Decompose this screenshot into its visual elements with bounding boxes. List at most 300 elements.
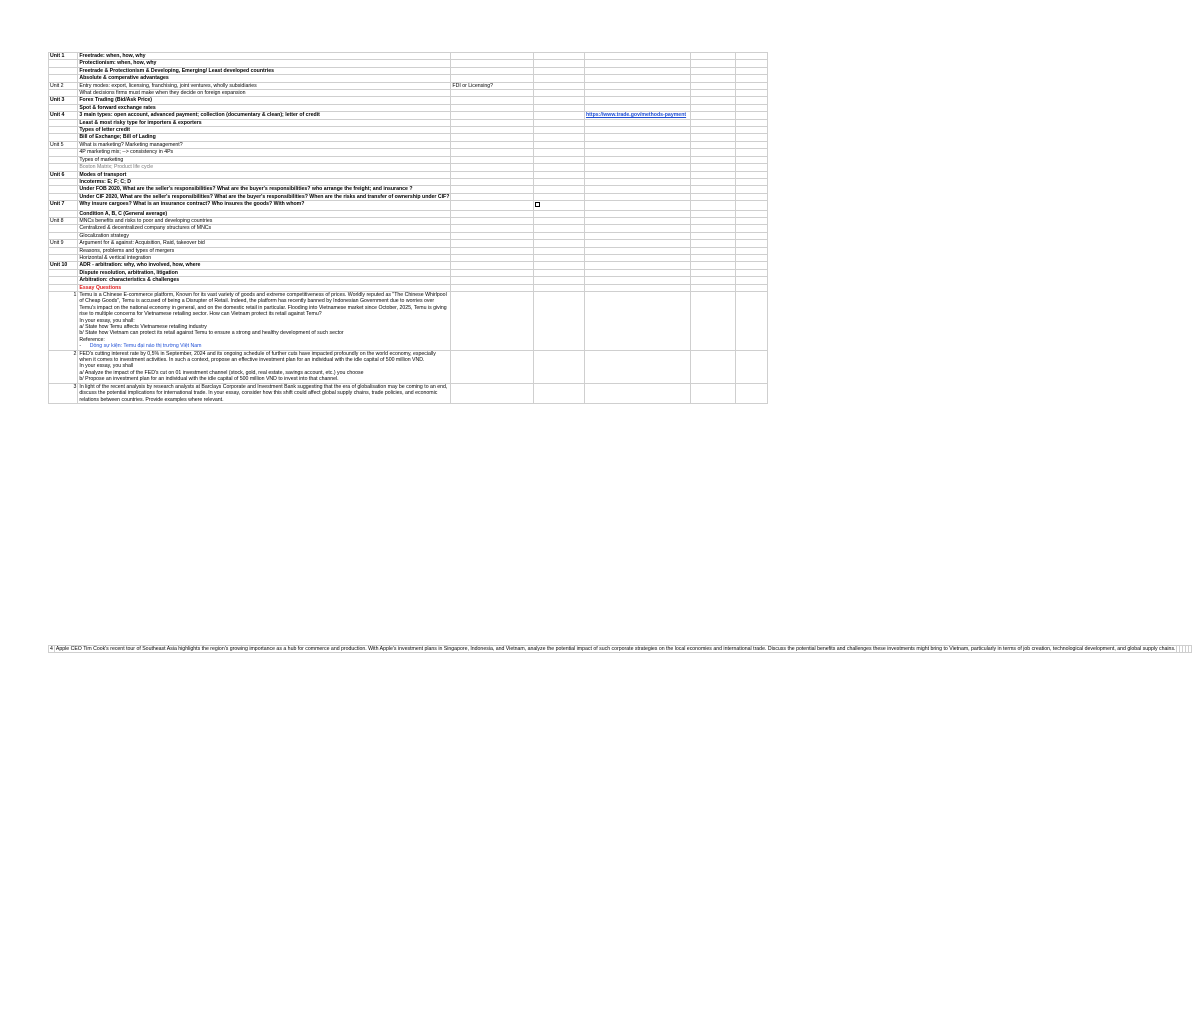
essay-line: FED's cutting interest rate by 0,5% in September, 2024 and its ongoing schedule of further cuts have impacted profoundly on the world economy, especially when it comes to investment activities. In such a context, propose an effective investment plan for an individual with the idle capital of 500 million VND. bbox=[79, 350, 436, 364]
note-cell[interactable] bbox=[451, 186, 534, 193]
checkbox-icon[interactable] bbox=[535, 202, 540, 207]
link-cell[interactable] bbox=[584, 247, 690, 254]
cell[interactable] bbox=[690, 210, 736, 217]
cell[interactable] bbox=[736, 217, 768, 224]
cell[interactable] bbox=[534, 350, 585, 383]
note-cell[interactable] bbox=[451, 82, 534, 89]
link-cell[interactable] bbox=[584, 269, 690, 276]
table-row[interactable] bbox=[49, 201, 768, 210]
cell[interactable] bbox=[690, 104, 736, 111]
cell[interactable] bbox=[534, 149, 585, 156]
reference-link[interactable]: Dòng sự kiện: Temu đại náo thị trường Việt Nam bbox=[89, 343, 202, 350]
cell[interactable] bbox=[690, 60, 736, 67]
cell[interactable] bbox=[736, 127, 768, 134]
note-cell[interactable] bbox=[451, 254, 534, 261]
cell[interactable] bbox=[690, 284, 736, 291]
cell[interactable] bbox=[690, 269, 736, 276]
cell[interactable] bbox=[736, 97, 768, 104]
unit-label: Unit 3 bbox=[49, 97, 78, 104]
link-cell[interactable] bbox=[584, 75, 690, 82]
cell[interactable] bbox=[534, 134, 585, 141]
unit-label bbox=[49, 254, 78, 261]
topic-text: Freetrade: when, how, why bbox=[78, 53, 451, 60]
table-row[interactable] bbox=[49, 210, 768, 217]
cell[interactable] bbox=[534, 104, 585, 111]
cell[interactable] bbox=[690, 254, 736, 261]
cell[interactable] bbox=[690, 97, 736, 104]
cell[interactable] bbox=[534, 292, 585, 351]
link-cell[interactable] bbox=[584, 164, 690, 171]
essay-number: 1 bbox=[49, 292, 78, 351]
cell[interactable] bbox=[736, 141, 768, 148]
unit-label: Unit 6 bbox=[49, 171, 78, 178]
link-cell[interactable] bbox=[584, 210, 690, 217]
link-cell[interactable] bbox=[584, 97, 690, 104]
note-cell[interactable] bbox=[451, 210, 534, 217]
unit-label: Unit 7 bbox=[49, 201, 78, 210]
cell[interactable] bbox=[534, 127, 585, 134]
syllabus-table bbox=[48, 52, 768, 404]
cell[interactable] bbox=[690, 277, 736, 284]
cell[interactable] bbox=[690, 186, 736, 193]
essay-line: b/ Propose an investment plan for an individual with the idle capital of 500 million VND to invest into that channel. bbox=[79, 376, 339, 383]
note-cell[interactable] bbox=[451, 164, 534, 171]
cell[interactable] bbox=[736, 60, 768, 67]
table-row[interactable] bbox=[49, 60, 768, 67]
cell[interactable] bbox=[690, 193, 736, 200]
essay-line: Temu is a Chinese E-commerce platform, Known for its vast variety of goods and extreme competitiveness of prices. Worldly reputed as "The Chinese Whirlpool of Cheap Goods", Temu is accused of being a Disrupter of Retail. Indeed, the platform has recently banned by Indonesian Government due to worries over Temu's impact on the national economy in general, and on the domestic retail in particular. Flooding into Vietnamese market since October, 2025, Temu is giving rise to multiple concerns for Vietnamese retailing sector. How can Vietnam protect its retail against Temu? bbox=[79, 292, 447, 318]
cell[interactable] bbox=[690, 217, 736, 224]
cell[interactable] bbox=[584, 284, 690, 291]
link-cell[interactable] bbox=[584, 225, 690, 232]
cell[interactable] bbox=[736, 383, 768, 403]
cell[interactable] bbox=[534, 53, 585, 60]
cell[interactable] bbox=[736, 262, 768, 269]
unit-label: Unit 10 bbox=[49, 262, 78, 269]
cell[interactable] bbox=[690, 201, 736, 210]
note-cell[interactable] bbox=[451, 104, 534, 111]
link-cell[interactable] bbox=[584, 112, 690, 119]
cell[interactable] bbox=[736, 240, 768, 247]
link-cell[interactable] bbox=[584, 156, 690, 163]
note-cell[interactable] bbox=[451, 141, 534, 148]
unit-label bbox=[49, 104, 78, 111]
cell[interactable] bbox=[534, 164, 585, 171]
link-cell[interactable] bbox=[584, 119, 690, 126]
note-cell[interactable] bbox=[451, 60, 534, 67]
cell[interactable] bbox=[534, 112, 585, 119]
topic-text: Horizontal & vertical integration bbox=[78, 254, 451, 261]
topic-text: Types of letter credit bbox=[78, 127, 451, 134]
unit-label bbox=[49, 186, 78, 193]
topic-text: Arbitration: characteristics & challenges bbox=[78, 277, 451, 284]
topic-text: 4P marketing mix; --> consistency in 4Ps bbox=[78, 149, 451, 156]
cell[interactable] bbox=[690, 383, 736, 403]
topic-text: Protectionism: when, how, why bbox=[78, 60, 451, 67]
table-row[interactable] bbox=[49, 269, 768, 276]
table-row[interactable] bbox=[49, 254, 768, 261]
link-cell[interactable] bbox=[584, 201, 690, 210]
table-row[interactable] bbox=[49, 156, 768, 163]
essay-row[interactable] bbox=[49, 383, 768, 403]
link-cell[interactable] bbox=[584, 254, 690, 261]
essay-line: b/ State how Vietnam can protect its retail against Temu to ensure a strong and healthy development of such sector bbox=[79, 330, 344, 337]
table-row[interactable] bbox=[49, 119, 768, 126]
topic-text: Freetrade & Protectionism & Developing, Emerging/ Least developed countries bbox=[78, 67, 451, 74]
cell[interactable] bbox=[736, 247, 768, 254]
cell[interactable] bbox=[534, 269, 585, 276]
table-row[interactable] bbox=[49, 141, 768, 148]
cell[interactable] bbox=[534, 97, 585, 104]
topic-text: Argument for & against: Acquisition, Raid, takeover bid bbox=[78, 240, 451, 247]
cell[interactable] bbox=[736, 269, 768, 276]
cell[interactable] bbox=[736, 149, 768, 156]
cell[interactable] bbox=[690, 134, 736, 141]
note-cell[interactable] bbox=[451, 201, 534, 210]
cell[interactable] bbox=[534, 90, 585, 97]
essay-number: 2 bbox=[49, 350, 78, 383]
cell[interactable] bbox=[736, 67, 768, 74]
note-cell[interactable] bbox=[451, 232, 534, 239]
note-cell[interactable] bbox=[451, 240, 534, 247]
cell[interactable] bbox=[534, 178, 585, 185]
essay-row[interactable] bbox=[49, 350, 768, 383]
table-row[interactable] bbox=[49, 232, 768, 239]
essay-header-row[interactable] bbox=[49, 284, 768, 291]
topic-text: Modes of transport bbox=[78, 171, 451, 178]
cell[interactable] bbox=[736, 82, 768, 89]
essay-questions-heading: Essay Questions bbox=[78, 284, 451, 291]
link-cell[interactable] bbox=[584, 141, 690, 148]
unit-label bbox=[49, 232, 78, 239]
table-row[interactable] bbox=[49, 178, 768, 185]
unit-label bbox=[49, 134, 78, 141]
essay-text bbox=[78, 292, 451, 351]
cell[interactable] bbox=[534, 225, 585, 232]
cell[interactable] bbox=[451, 350, 534, 383]
topic-text: Reasons, problems and types of mergers bbox=[78, 247, 451, 254]
cell[interactable] bbox=[534, 217, 585, 224]
link-cell[interactable] bbox=[584, 277, 690, 284]
table-row[interactable] bbox=[49, 240, 768, 247]
unit-label bbox=[49, 164, 78, 171]
topic-text: ADR - arbitration: why, who involved, how, where bbox=[78, 262, 451, 269]
unit-label bbox=[49, 119, 78, 126]
cell[interactable] bbox=[736, 193, 768, 200]
unit-label: Unit 2 bbox=[49, 82, 78, 89]
note-cell[interactable] bbox=[451, 277, 534, 284]
cell[interactable] bbox=[690, 247, 736, 254]
topic-text: What is marketing? Marketing management? bbox=[78, 141, 451, 148]
note-cell[interactable] bbox=[451, 269, 534, 276]
essay-line: Reference: bbox=[79, 336, 105, 343]
essay-row[interactable] bbox=[49, 646, 1192, 653]
cell[interactable] bbox=[736, 186, 768, 193]
topic-text: What decisions firms must make when they decide on foreign expansion bbox=[78, 90, 451, 97]
cell[interactable] bbox=[690, 164, 736, 171]
note-cell[interactable] bbox=[451, 225, 534, 232]
cell[interactable] bbox=[736, 292, 768, 351]
topic-text: Condition A, B, C (General average) bbox=[78, 210, 451, 217]
link-cell[interactable] bbox=[584, 149, 690, 156]
unit-label bbox=[49, 210, 78, 217]
cell[interactable] bbox=[690, 67, 736, 74]
link-cell[interactable] bbox=[584, 171, 690, 178]
cell[interactable] bbox=[690, 262, 736, 269]
unit-label bbox=[49, 269, 78, 276]
cell[interactable] bbox=[690, 156, 736, 163]
topic-text: Boston Matrix; Product life cycle bbox=[78, 164, 451, 171]
table-row[interactable] bbox=[49, 247, 768, 254]
cell[interactable] bbox=[690, 90, 736, 97]
table-row[interactable] bbox=[49, 53, 768, 60]
unit-label bbox=[49, 60, 78, 67]
cell[interactable] bbox=[534, 383, 585, 403]
cell[interactable] bbox=[584, 383, 690, 403]
cell[interactable] bbox=[736, 201, 768, 210]
essay-line: In light of the recent analysis by research analysts at Barclays Corporate and Investment Bank suggesting that the era of globalisation may be coming to an end, discuss the potential implications for international trade. In your essay, consider how this shift could affect global supply chains, trade policies, and economic relations between countries. Provide examples where relevant. bbox=[79, 383, 448, 403]
table-row[interactable] bbox=[49, 90, 768, 97]
cell[interactable] bbox=[451, 292, 534, 351]
bullet-dash: - bbox=[79, 343, 90, 350]
unit-label bbox=[49, 247, 78, 254]
note-cell[interactable] bbox=[451, 171, 534, 178]
link-cell[interactable] bbox=[584, 127, 690, 134]
topic-text: Spot & forward exchange rates bbox=[78, 104, 451, 111]
cell[interactable] bbox=[690, 225, 736, 232]
cell[interactable] bbox=[736, 104, 768, 111]
essay-number: 4 bbox=[50, 646, 53, 652]
cell[interactable] bbox=[534, 171, 585, 178]
essay-row[interactable] bbox=[49, 292, 768, 351]
note-text: FDI or Licensing? bbox=[452, 82, 494, 89]
topic-text: Centralized & decentralized company structures of MNCs bbox=[78, 225, 451, 232]
cell[interactable] bbox=[534, 247, 585, 254]
table-row[interactable] bbox=[49, 225, 768, 232]
table-row[interactable] bbox=[49, 186, 768, 193]
note-cell[interactable] bbox=[451, 67, 534, 74]
essay-text: Apple CEO Tim Cook's recent tour of Southeast Asia highlights the region's growing importance as a hub for commerce and production. With Apple's investment plans in Singapore, Indonesia, and Vietnam, analyze the potential impact of such corporate strategies on the local economies and international trade. Discuss the potential benefits and challenges these investments might bring to Vietnam, particularly in terms of job creation, technological development, and global supply chains. bbox=[55, 646, 1176, 652]
cell[interactable] bbox=[736, 225, 768, 232]
cell[interactable] bbox=[736, 178, 768, 185]
cell[interactable] bbox=[736, 112, 768, 119]
table-row[interactable] bbox=[49, 262, 768, 269]
link-cell[interactable] bbox=[584, 67, 690, 74]
topic-text: Dispute resolution, arbitration, litigation bbox=[78, 269, 451, 276]
topic-text: Under FOB 2020, What are the seller's responsibilities? What are the buyer's responsibilities? who arrange the freight; and insurance ? bbox=[78, 186, 451, 193]
cell[interactable] bbox=[690, 127, 736, 134]
cell[interactable] bbox=[534, 156, 585, 163]
cell[interactable] bbox=[736, 90, 768, 97]
topic-text: Types of marketing bbox=[78, 156, 451, 163]
note-cell[interactable] bbox=[451, 97, 534, 104]
essay-line: a/ Analyze the impact of the FED's cut on 01 investment channel (stock, gold, real estate, savings account, etc.) you choose bbox=[79, 369, 364, 376]
cell[interactable] bbox=[534, 262, 585, 269]
table-row[interactable] bbox=[49, 67, 768, 74]
link-cell[interactable] bbox=[584, 240, 690, 247]
note-cell[interactable] bbox=[451, 178, 534, 185]
unit-label: Unit 8 bbox=[49, 217, 78, 224]
unit-label bbox=[49, 149, 78, 156]
topic-text: Forex Trading (Bid/Ask Price) bbox=[78, 97, 451, 104]
note-cell[interactable] bbox=[451, 112, 534, 119]
table-row[interactable] bbox=[49, 82, 768, 89]
cell[interactable] bbox=[534, 82, 585, 89]
cell[interactable] bbox=[534, 254, 585, 261]
table-row[interactable] bbox=[49, 127, 768, 134]
note-cell[interactable] bbox=[451, 134, 534, 141]
cell[interactable] bbox=[736, 210, 768, 217]
cell[interactable] bbox=[690, 350, 736, 383]
cell[interactable] bbox=[534, 201, 585, 210]
note-cell[interactable] bbox=[451, 119, 534, 126]
unit-label bbox=[49, 178, 78, 185]
link-cell[interactable] bbox=[584, 262, 690, 269]
cell[interactable] bbox=[534, 240, 585, 247]
cell[interactable] bbox=[690, 149, 736, 156]
cell[interactable] bbox=[451, 383, 534, 403]
topic-text: Incoterms: E; F; C; D bbox=[78, 178, 451, 185]
cell[interactable] bbox=[49, 284, 78, 291]
topic-text: Absolute & comperative advantages bbox=[78, 75, 451, 82]
note-cell[interactable] bbox=[451, 53, 534, 60]
cell[interactable] bbox=[690, 292, 736, 351]
link-cell[interactable] bbox=[584, 217, 690, 224]
link-cell[interactable] bbox=[584, 186, 690, 193]
topic-text: Why insure cargoes? What is an insurance contract? Who insures the goods? With whom? bbox=[78, 201, 451, 210]
unit-label: Unit 5 bbox=[49, 141, 78, 148]
cell[interactable] bbox=[690, 119, 736, 126]
unit-label bbox=[49, 127, 78, 134]
unit-label bbox=[49, 225, 78, 232]
topic-text: Least & most risky type for importers & exporters bbox=[78, 119, 451, 126]
reference-line bbox=[79, 343, 449, 349]
cell[interactable] bbox=[736, 53, 768, 60]
table-row[interactable] bbox=[49, 134, 768, 141]
cell[interactable] bbox=[736, 232, 768, 239]
cell[interactable] bbox=[736, 277, 768, 284]
unit-label: Unit 4 bbox=[49, 112, 78, 119]
essay-line: In your essay, you shall bbox=[79, 363, 134, 370]
topic-text: Entry modes: export, licensing, franchising, joint ventures, wholly subsidiaries bbox=[78, 82, 451, 89]
essay-text bbox=[78, 383, 451, 403]
cell[interactable] bbox=[736, 119, 768, 126]
note-cell[interactable] bbox=[451, 149, 534, 156]
table-row[interactable] bbox=[49, 149, 768, 156]
note-cell[interactable] bbox=[451, 90, 534, 97]
table-row[interactable] bbox=[49, 277, 768, 284]
cell[interactable] bbox=[451, 284, 534, 291]
essay-number: 3 bbox=[49, 383, 78, 403]
note-cell[interactable] bbox=[451, 156, 534, 163]
cell[interactable] bbox=[736, 284, 768, 291]
cell[interactable] bbox=[690, 178, 736, 185]
link-cell[interactable] bbox=[584, 53, 690, 60]
unit-label bbox=[49, 90, 78, 97]
table-row[interactable] bbox=[49, 104, 768, 111]
topic-text: 3 main types: open account, advanced payment; collection (documentary & clean); letter of credit bbox=[78, 112, 451, 119]
cell[interactable] bbox=[736, 75, 768, 82]
payment-methods-link[interactable]: https://www.trade.gov/methods-payment bbox=[585, 112, 687, 119]
cell[interactable] bbox=[534, 119, 585, 126]
unit-label bbox=[49, 75, 78, 82]
essay-line: a/ State how Temu affects Vietnamese retailing industry bbox=[79, 324, 207, 331]
essay-text bbox=[78, 350, 451, 383]
table-row[interactable] bbox=[49, 112, 768, 119]
cell[interactable] bbox=[736, 156, 768, 163]
table-row[interactable] bbox=[49, 164, 768, 171]
cell[interactable] bbox=[690, 53, 736, 60]
cell[interactable] bbox=[690, 112, 736, 119]
cell[interactable] bbox=[690, 171, 736, 178]
cell[interactable] bbox=[584, 292, 690, 351]
cell[interactable] bbox=[534, 60, 585, 67]
unit-label bbox=[49, 193, 78, 200]
unit-label bbox=[49, 156, 78, 163]
note-cell[interactable] bbox=[451, 75, 534, 82]
link-cell[interactable] bbox=[584, 82, 690, 89]
cell[interactable] bbox=[534, 193, 585, 200]
topic-text: Bill of Exchange; Bill of Lading bbox=[78, 134, 451, 141]
table-row[interactable] bbox=[49, 75, 768, 82]
essay-line: In your essay, you shall: bbox=[79, 317, 135, 324]
cell[interactable] bbox=[534, 75, 585, 82]
cell[interactable] bbox=[690, 240, 736, 247]
cell[interactable] bbox=[736, 254, 768, 261]
link-cell[interactable] bbox=[584, 104, 690, 111]
table-row[interactable] bbox=[49, 193, 768, 200]
cell[interactable] bbox=[584, 350, 690, 383]
cell[interactable] bbox=[690, 82, 736, 89]
cell[interactable] bbox=[736, 164, 768, 171]
cell[interactable] bbox=[736, 350, 768, 383]
topic-text: Glocalization strategy bbox=[78, 232, 451, 239]
table-row[interactable] bbox=[49, 97, 768, 104]
link-cell[interactable] bbox=[584, 90, 690, 97]
cell[interactable] bbox=[736, 171, 768, 178]
cell[interactable] bbox=[534, 277, 585, 284]
cell[interactable] bbox=[534, 186, 585, 193]
note-cell[interactable] bbox=[451, 247, 534, 254]
essay-4-table bbox=[48, 645, 1192, 653]
cell[interactable] bbox=[534, 284, 585, 291]
note-cell[interactable] bbox=[451, 217, 534, 224]
cell[interactable] bbox=[690, 232, 736, 239]
cell[interactable] bbox=[534, 141, 585, 148]
note-cell[interactable] bbox=[451, 193, 534, 200]
table-row[interactable] bbox=[49, 171, 768, 178]
link-cell[interactable] bbox=[584, 178, 690, 185]
cell[interactable] bbox=[736, 134, 768, 141]
unit-label bbox=[49, 67, 78, 74]
unit-label bbox=[49, 277, 78, 284]
unit-label: Unit 9 bbox=[49, 240, 78, 247]
cell[interactable] bbox=[534, 232, 585, 239]
cell[interactable] bbox=[534, 67, 585, 74]
cell[interactable] bbox=[534, 210, 585, 217]
link-cell[interactable] bbox=[584, 193, 690, 200]
link-cell[interactable] bbox=[584, 134, 690, 141]
cell[interactable] bbox=[690, 141, 736, 148]
table-row[interactable] bbox=[49, 217, 768, 224]
note-cell[interactable] bbox=[451, 262, 534, 269]
link-cell[interactable] bbox=[584, 60, 690, 67]
link-cell[interactable] bbox=[584, 232, 690, 239]
cell[interactable] bbox=[690, 75, 736, 82]
note-cell[interactable] bbox=[451, 127, 534, 134]
topic-text: MNCs benefits and risks to poor and developing countries bbox=[78, 217, 451, 224]
unit-label: Unit 1 bbox=[49, 53, 78, 60]
